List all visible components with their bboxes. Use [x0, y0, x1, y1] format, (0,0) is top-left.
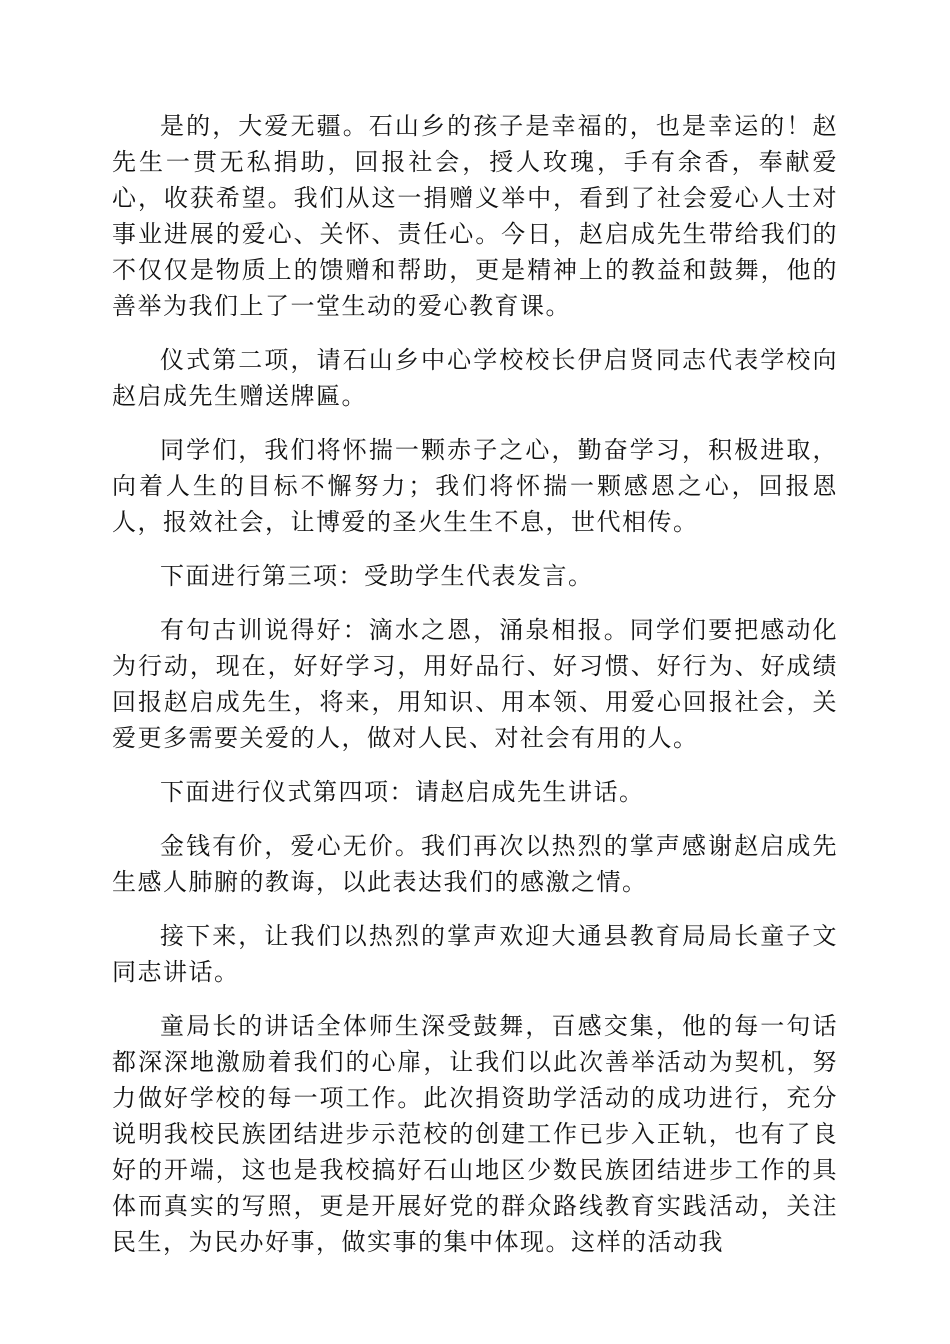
- paragraph-7: 金钱有价，爱心无价。我们再次以热烈的掌声感谢赵启成先生感人肺腑的教诲，以此表达我们的感激之情。: [112, 832, 838, 896]
- paragraph-6: 下面进行仪式第四项：请赵启成先生讲话。: [160, 778, 645, 806]
- paragraph-4: 下面进行第三项：受助学生代表发言。: [160, 562, 594, 590]
- paragraph-2: 仪式第二项，请石山乡中心学校校长伊启贤同志代表学校向赵启成先生赠送牌匾。: [112, 346, 838, 410]
- paragraph-3: 同学们，我们将怀揣一颗赤子之心，勤奋学习，积极进取，向着人生的目标不懈努力；我们将怀揣一颗感恩之心，回报恩人，报效社会，让博爱的圣火生生不息，世代相传。: [112, 436, 838, 536]
- paragraph-8: 接下来，让我们以热烈的掌声欢迎大通县教育局局长童子文同志讲话。: [112, 922, 838, 986]
- paragraph-9: 童局长的讲话全体师生深受鼓舞，百感交集，他的每一句话都深深地激励着我们的心扉，让我们以此次善举活动为契机，努力做好学校的每一项工作。此次捐资助学活动的成功进行，充分说明我校民族团结进步示范校的创建工作已步入正轨，也有了良好的开端，这也是我校搞好石山地区少数民族团结进步工作的具体而真实的写照，更是开展好党的群众路线教育实践活动，关注民生，为民办好事，做实事的集中体现。这样的活动我: [112, 1012, 838, 1256]
- paragraph-5: 有句古训说得好：滴水之恩，涌泉相报。同学们要把感动化为行动，现在，好好学习，用好品行、好习惯、好行为、好成绩回报赵启成先生，将来，用知识、用本领、用爱心回报社会，关爱更多需要关爱的人，做对人民、对社会有用的人。: [112, 616, 838, 752]
- paragraph-1: 是的，大爱无疆。石山乡的孩子是幸福的，也是幸运的！赵先生一贯无私捐助，回报社会，授人玫瑰，手有余香，奉献爱心，收获希望。我们从这一捐赠义举中，看到了社会爱心人士对事业进展的爱心、关怀、责任心。今日，赵启成先生带给我们的不仅仅是物质上的馈赠和帮助，更是精神上的教益和鼓舞，他的善举为我们上了一堂生动的爱心教育课。: [112, 112, 838, 320]
- document-body: [112, 108, 838, 1278]
